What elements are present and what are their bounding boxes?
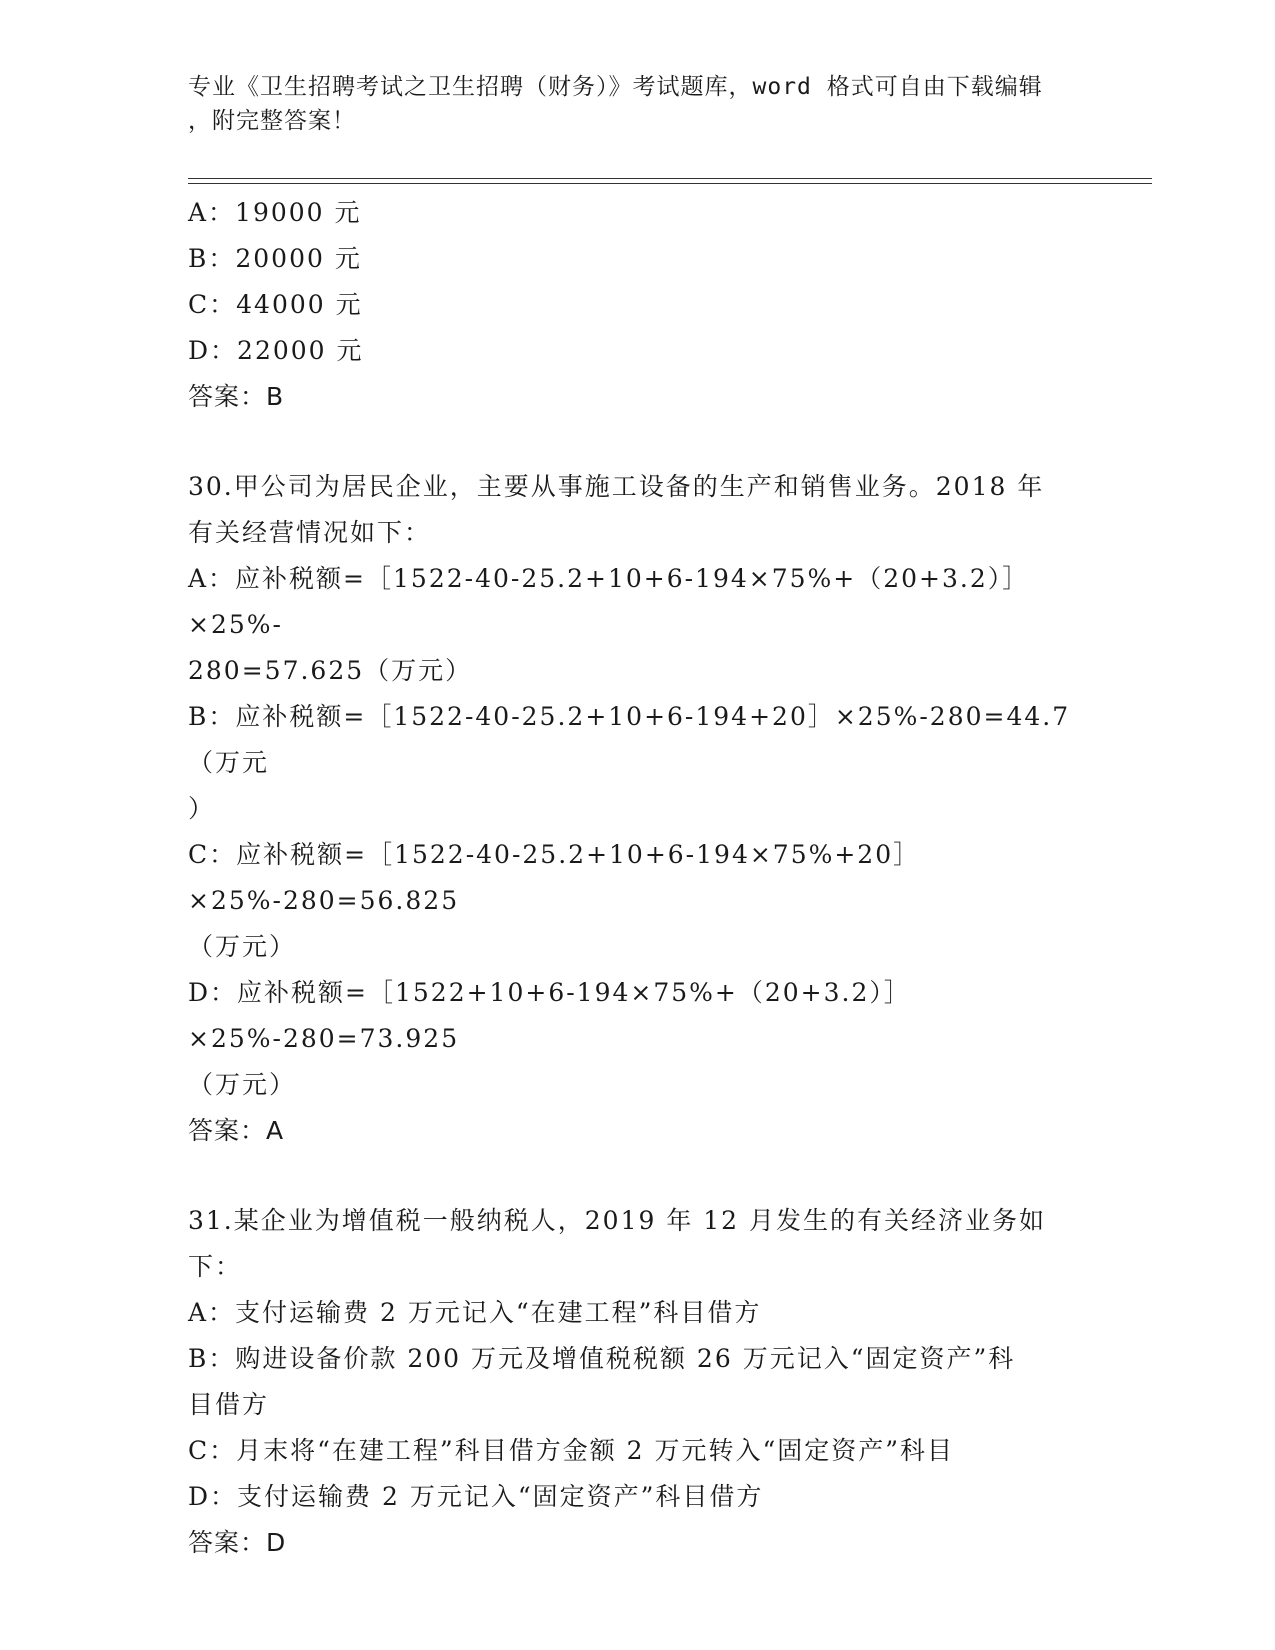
spacer	[188, 420, 1088, 464]
question-30	[188, 464, 1088, 1154]
option-b: B：20000 元	[188, 244, 362, 273]
option-c: C：44000 元	[188, 290, 363, 319]
answer: 答案：B	[188, 382, 285, 411]
question-text-cont: 有关经营情况如下：	[188, 518, 432, 547]
option-c-cont: （万元）	[188, 932, 297, 961]
question-text: 30.甲公司为居民企业，主要从事施工设备的生产和销售业务。2018 年	[188, 472, 1045, 501]
option-b: B：购进设备价款 200 万元及增值税税额 26 万元记入“固定资产”科	[188, 1344, 1016, 1373]
option-b-cont: 目借方	[188, 1390, 270, 1419]
document-header	[188, 70, 1078, 138]
option-a: A：19000 元	[188, 198, 362, 227]
option-d: D：支付运输费 2 万元记入“固定资产”科目借方	[188, 1482, 764, 1511]
question-29-options	[188, 190, 1088, 420]
option-d: D：22000 元	[188, 336, 364, 365]
option-d-cont: （万元）	[188, 1070, 297, 1099]
answer: 答案：D	[188, 1528, 287, 1557]
question-text-cont: 下：	[188, 1252, 243, 1281]
answer: 答案：A	[188, 1116, 285, 1145]
header-line-1: 专业《卫生招聘考试之卫生招聘（财务）》考试题库，word 格式可自由下载编辑	[188, 74, 1043, 100]
spacer	[188, 1154, 1088, 1198]
option-b: B：应补税额=［1522-40-25.2+10+6-194+20］×25%-280=44.7（万元	[188, 702, 1071, 777]
header-line-2: ，附完整答案！	[188, 108, 356, 134]
option-c: C：应补税额=［1522-40-25.2+10+6-194×75%+20］×25%-280=56.825	[188, 840, 921, 915]
option-b-cont: ）	[188, 794, 216, 823]
question-31	[188, 1198, 1088, 1566]
document-body	[188, 190, 1088, 1566]
option-a-cont: 280=57.625（万元）	[188, 656, 473, 685]
question-text: 31.某企业为增值税一般纳税人，2019 年 12 月发生的有关经济业务如	[188, 1206, 1047, 1235]
header-divider-bottom	[188, 183, 1152, 184]
option-a: A：支付运输费 2 万元记入“在建工程”科目借方	[188, 1298, 762, 1327]
header-divider-top	[188, 178, 1152, 179]
option-c: C：月末将“在建工程”科目借方金额 2 万元转入“固定资产”科目	[188, 1436, 955, 1465]
option-a: A：应补税额=［1522-40-25.2+10+6-194×75%+（20+3.2）］×25%-	[188, 564, 1030, 639]
option-d: D：应补税额=［1522+10+6-194×75%+（20+3.2）］×25%-280=73.925	[188, 978, 911, 1053]
